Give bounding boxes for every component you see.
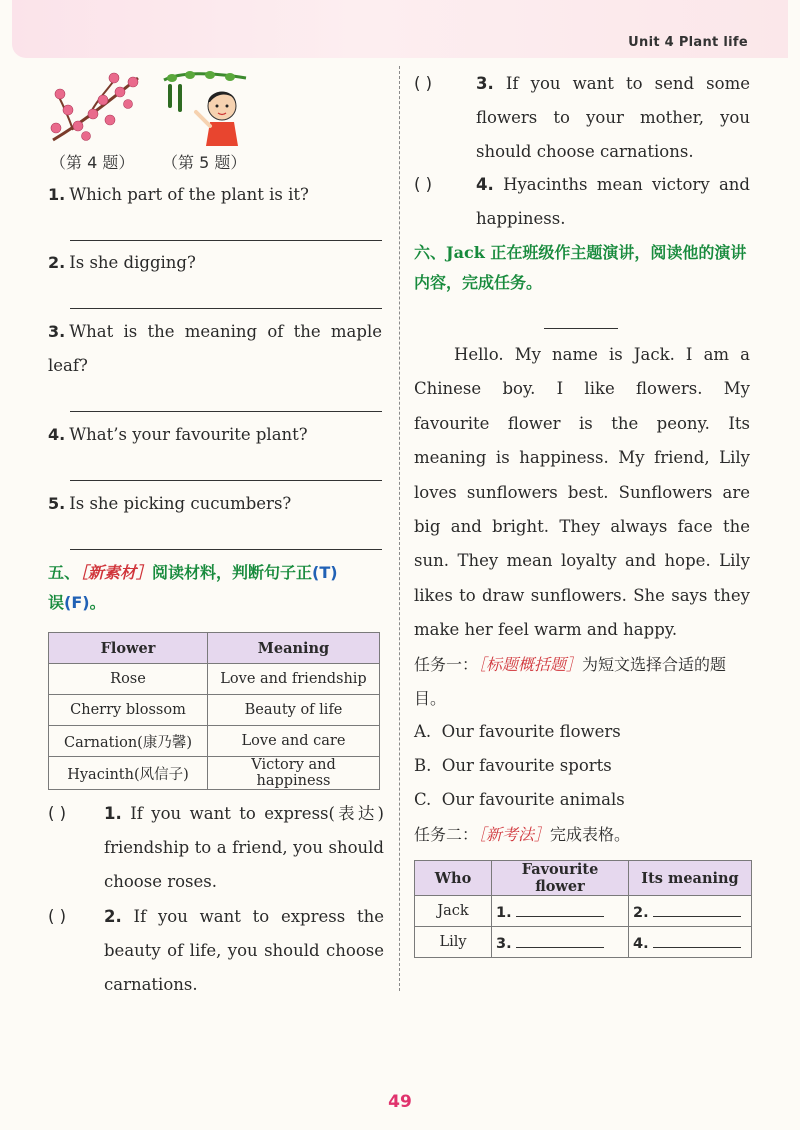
question-3: 3. What is the meaning of the maple leaf? xyxy=(48,322,382,375)
answer-line-4[interactable] xyxy=(70,480,382,481)
answer-line-5[interactable] xyxy=(70,549,382,550)
table-row: Cherry blossom Beauty of life xyxy=(49,695,380,726)
answer-line-1[interactable] xyxy=(70,240,382,241)
blank-4[interactable] xyxy=(653,933,741,948)
table-row: Jack 1. 2. xyxy=(415,896,752,927)
unit-title: Unit 4 Plant life xyxy=(628,35,748,50)
option-c[interactable]: C. Our favourite animals xyxy=(414,790,625,809)
question-1: 1. Which part of the plant is it? xyxy=(48,185,309,204)
section-5-title: 五、［新素材］阅读材料，判断句子正(T) 误(F)。 xyxy=(48,563,338,612)
blank-3[interactable] xyxy=(516,933,604,948)
question-2: 2. Is she digging? xyxy=(48,253,196,272)
column-divider xyxy=(399,66,400,991)
table-header: Favourite flower xyxy=(492,861,629,896)
task-1: 任务一：［标题概括题］为短文选择合适的题目。 xyxy=(414,655,727,708)
section-6-title: 六、Jack 正在班级作主题演讲，阅读他的演讲内容，完成任务。 xyxy=(414,243,747,292)
task-2: 任务二：［新考法］完成表格。 xyxy=(414,825,631,844)
tf-item-2: ( ) 2. If you want to express the beauty of life, you should choose carnations. xyxy=(48,900,384,1010)
answer-paren-3[interactable]: ( ) xyxy=(414,74,433,93)
blank-1[interactable] xyxy=(516,902,604,917)
question-5: 5. Is she picking cucumbers? xyxy=(48,494,292,513)
tf-item-4: ( ) 4. Hyacinths mean victory and happiness. xyxy=(414,168,750,240)
table-row: Hyacinth(风信子) Victory and happiness xyxy=(49,757,380,790)
table-header: Who xyxy=(415,861,492,896)
option-a[interactable]: A. Our favourite flowers xyxy=(414,722,621,741)
table-row: Rose Love and friendship xyxy=(49,664,380,695)
table-header: Flower xyxy=(49,633,208,664)
answer-paren-2[interactable]: ( ) xyxy=(48,907,67,926)
figure-caption-4: （第 4 题） xyxy=(50,153,135,172)
table-row: Lily 3. 4. xyxy=(415,927,752,958)
answer-paren-1[interactable]: ( ) xyxy=(48,804,67,823)
option-b[interactable]: B. Our favourite sports xyxy=(414,756,612,775)
answer-line-3[interactable] xyxy=(70,411,382,412)
passage-text: Hello. My name is Jack. I am a Chinese boy. I like flowers. My favourite flower is the peony. Its meaning is happiness. My friend, Lily loves sunflowers best. Sunflowers are big and bright. They always face the sun. They mean loyalty and hope. Lily likes to draw sunflowers. She says they make her feel warm and happy. xyxy=(414,345,750,640)
table-header: Meaning xyxy=(208,633,380,664)
task-2-table xyxy=(414,860,752,958)
page-number: 49 xyxy=(388,1092,412,1112)
girl-cucumber-illustration xyxy=(160,68,250,150)
answer-line-2[interactable] xyxy=(70,308,382,309)
figure-caption-5: （第 5 题） xyxy=(162,153,247,172)
blank-2[interactable] xyxy=(653,902,741,917)
tf-item-1: ( ) 1. If you want to express(表达) friendship to a friend, you should choose roses. xyxy=(48,797,384,907)
tf-item-3: ( ) 3. If you want to send some flowers to your mother, you should choose carnations. xyxy=(414,67,750,177)
flower-meaning-table xyxy=(48,632,380,790)
table-header: Its meaning xyxy=(629,861,752,896)
cherry-blossom-illustration xyxy=(48,70,144,146)
answer-paren-4[interactable]: ( ) xyxy=(414,175,433,194)
passage-title-blank[interactable] xyxy=(544,328,618,329)
question-4: 4. What’s your favourite plant? xyxy=(48,425,308,444)
table-row: Carnation(康乃馨) Love and care xyxy=(49,726,380,757)
